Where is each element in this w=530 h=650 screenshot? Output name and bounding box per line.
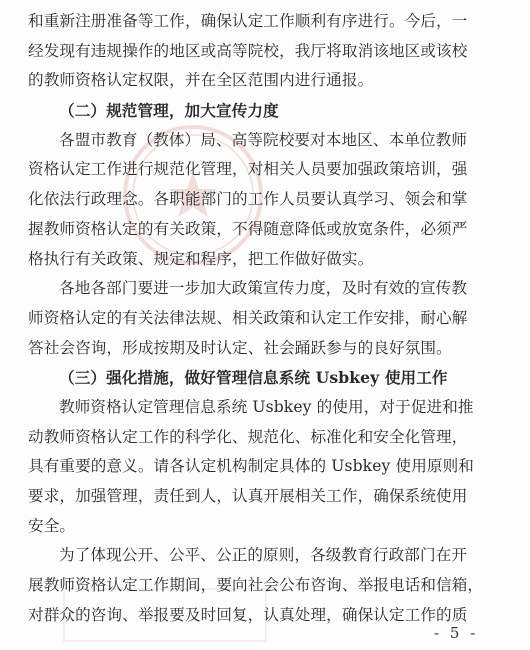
paragraph-line: 经发现有违规操作的地区或高等院校，我厅将取消该地区或该校 xyxy=(28,41,468,60)
paragraph-line: 要求，加强管理，责任到人，认真开展相关工作，确保系统使用 xyxy=(28,487,468,505)
paragraph-line: 师资格认定的有关法律法规、相关政策和认定工作安排，耐心解 xyxy=(28,308,468,327)
section-heading-2: （二）规范管理，加大宣传力度 xyxy=(59,101,279,121)
paragraph-line: 化依法行政理念。各职能部门的工作人员要认真学习、领会和掌 xyxy=(28,190,468,209)
document-body xyxy=(28,7,502,630)
paragraph-line: 安全。 xyxy=(28,516,76,535)
paragraph-line: 格执行有关政策、规定和程序，把工作做好做实。 xyxy=(28,249,374,268)
paragraph-line: 对群众的咨询、举报要及时回复，认真处理，确保认定工作的质 xyxy=(28,605,468,624)
paragraph-line: 和重新注册准备等工作，确保认定工作顺利有序进行。今后，一 xyxy=(28,12,468,30)
paragraph-line: 各盟市教育（教体）局、高等院校要对本地区、本单位教师 xyxy=(59,130,468,149)
paragraph-line: 动教师资格认定工作的科学化、规范化、标准化和安全化管理， xyxy=(28,427,468,446)
section-heading-3: （三）强化措施，做好管理信息系统 Usbkey 使用工作 xyxy=(59,368,448,388)
paragraph-line: 为了体现公开、公平、公正的原则，各级教育行政部门在开 xyxy=(59,546,468,565)
paragraph-line: 握教师资格认定的有关政策，不得随意降低或放宽条件，必须严 xyxy=(28,219,468,238)
paragraph-line: 展教师资格认定工作期间，要向社会公布咨询、举报电话和信箱， xyxy=(28,576,484,595)
page-number: - 5 - xyxy=(434,624,479,642)
paragraph-line: 具有重要的意义。请各认定机构制定具体的 Usbkey 使用原则和 xyxy=(28,457,474,476)
paragraph-line: 答社会咨询，形成按期及时认定、社会踊跃参与的良好氛围。 xyxy=(28,338,452,357)
paragraph-line: 的教师资格认定权限，并在全区范围内进行通报。 xyxy=(28,71,374,90)
paragraph-line: 教师资格认定管理信息系统 Usbkey 的使用，对于促进和推 xyxy=(59,397,474,416)
paragraph-line: 资格认定工作进行规范化管理，对相关人员要加强政策培训，强 xyxy=(28,160,468,179)
paragraph-line: 各地各部门要进一步加大政策宣传力度，及时有效的宣传教 xyxy=(59,279,468,298)
